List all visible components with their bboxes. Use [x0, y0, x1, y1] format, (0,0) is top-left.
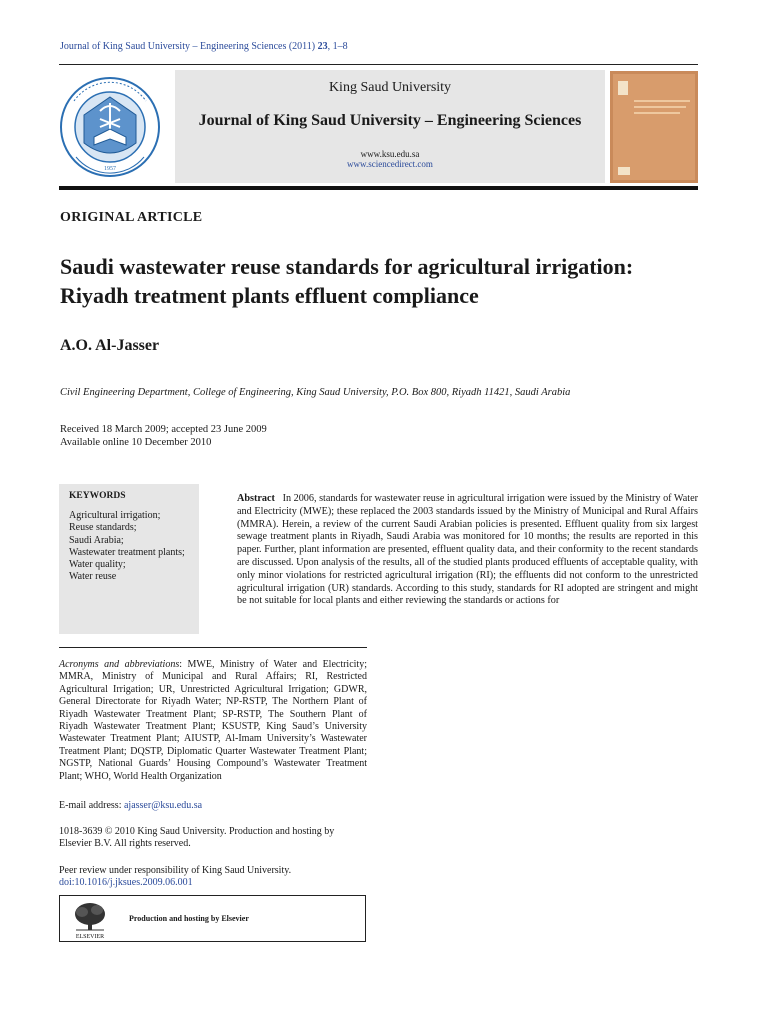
title-line-2: Riyadh treatment plants effluent compliance — [60, 283, 479, 308]
header-thick-divider — [59, 186, 698, 190]
keyword-item: Water quality; — [69, 559, 126, 571]
keyword-item: Saudi Arabia; — [69, 534, 124, 546]
keyword-item: Agricultural irrigation; — [69, 510, 161, 521]
keyword-item: Wastewater treatment plants; — [69, 546, 185, 558]
received-date: Received 18 March 2009; accepted 23 June 2009 — [60, 424, 267, 435]
elsevier-logo-text: ELSEVIER — [75, 934, 105, 940]
email-line — [59, 800, 202, 811]
elsevier-hosting-text: Production and hosting by Elsevier — [129, 914, 249, 923]
keywords-heading: KEYWORDS — [69, 491, 126, 501]
journal-cover-thumbnail — [610, 71, 698, 183]
header-divider — [59, 64, 698, 65]
ksu-url-link[interactable]: www.ksu.edu.sa — [360, 149, 420, 159]
peer-review-text: Peer review under responsibility of King Saud University. — [59, 865, 292, 876]
acronyms-footnote — [59, 659, 367, 783]
keyword-item: Reuse standards; — [69, 522, 137, 534]
keywords-list — [69, 510, 185, 584]
university-seal-icon — [60, 71, 160, 181]
article-dates — [60, 423, 267, 449]
citation-pages: , 1–8 — [327, 41, 348, 52]
email-label: E-mail address: — [59, 800, 124, 811]
seal-year: 1957 — [104, 166, 116, 172]
abstract-text: In 2006, standards for wastewater reuse in agricultural irrigation were issued by the Ministry of Water and Electricity (MWE); these replaced the 2003 standards issued by the Ministry of Municipal and Rural Affairs (MMRA). Herein, a review of the current Saudi Arabian policies is presented. Effluent quality from six largest sewage treatment plants in Riyadh, Saudi Arabia was monitored for 10 months; the results are reported in this paper. Further, plant information are presented, effluent quality data, and their conformity to the recent standards are discussed. Upon analysis of the results, all of the studied plants produced effluents of acceptable quality, with only minor violations for restricted agricultural irrigation (RI); the effluents did not conform to the unrestricted agricultural irrigation (UR) standards. According to this study, standards for RI adopted are stringent and might be not suitable for local plants and either reviewing the standards or actions for — [237, 493, 698, 607]
article-title — [60, 252, 710, 310]
sciencedirect-url-link[interactable]: www.sciencedirect.com — [347, 159, 433, 169]
citation-text: Journal of King Saud University – Engineering Sciences (2011) — [60, 41, 318, 52]
abstract-label: Abstract — [237, 493, 275, 504]
title-line-1: Saudi wastewater reuse standards for agricultural irrigation: — [60, 254, 634, 279]
acronyms-label: Acronyms and abbreviations — [59, 659, 180, 670]
doi-link[interactable]: doi:10.1016/j.jksues.2009.06.001 — [59, 877, 193, 889]
acronyms-text: : MWE, Ministry of Water and Electricity; MMRA, Ministry of Municipal and Rural Affairs; RI, Restricted Agricultural Irrigation; UR, Unrestricted Agricultural Irrigation; GDWR, General Directorate for Riyadh Water; NP-RSTP, The Northern Plant of Riyadh Wastewater Treatment Plant; SP-RSTP, The Southern Plant of Riyadh Wastewater Treatment Plant; KSUSTP, King Saud’s University Wastewater Treatment Plant; AIUSTP, Al-Imam University’s Wastewater Treatment Plant; DQSTP, Diplomatic Quarter Wastewater Treatment Plant; NGSTP, National Guards’ Housing Compound’s Wastewater Treatment Plant; WHO, World Health Organization — [59, 659, 367, 782]
abstract — [237, 493, 698, 608]
peer-review-notice — [59, 865, 367, 890]
email-link[interactable]: ajasser@ksu.edu.sa — [123, 800, 203, 811]
publisher-name: King Saud University — [328, 80, 452, 95]
copyright-notice: 1018-3639 © 2010 King Saud University. Production and hosting by Elsevier B.V. All rights reserved. — [59, 826, 335, 850]
author-name: A.O. Al-Jasser — [60, 337, 160, 354]
citation-volume: 23 — [317, 41, 328, 52]
journal-citation — [60, 41, 348, 52]
journal-name: Journal of King Saud University – Engineering Sciences — [198, 112, 582, 129]
article-type: ORIGINAL ARTICLE — [60, 210, 203, 225]
keyword-item: Water reuse — [69, 571, 117, 583]
available-date: Available online 10 December 2010 — [60, 437, 212, 448]
elsevier-tree-logo-icon — [70, 900, 110, 940]
footnote-divider — [59, 647, 367, 648]
author-affiliation: Civil Engineering Department, College of Engineering, King Saud University, P.O. Box 800, Riyadh 11421, Saudi Arabia — [60, 387, 571, 398]
